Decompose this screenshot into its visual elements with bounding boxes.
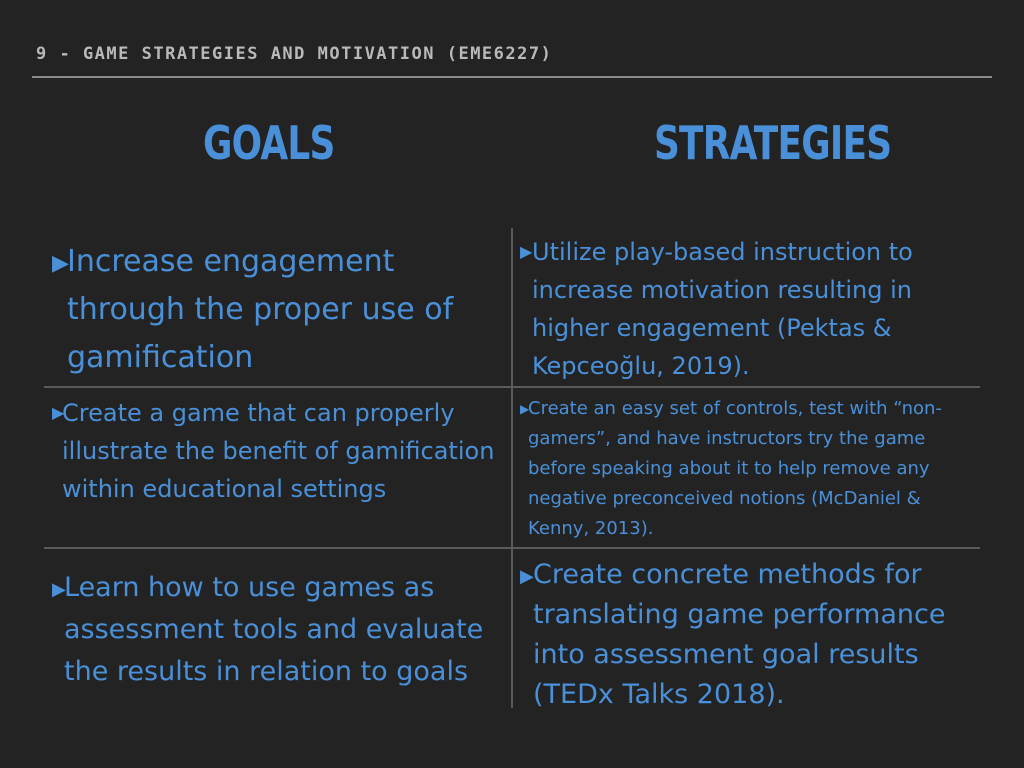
goal-cell-2 [52,394,502,508]
goal-text-1: Increase engagement through the proper use of gamification [67,244,454,375]
goals-column-title: GOALS [203,116,335,170]
slide-header: 9 - GAME STRATEGIES AND MOTIVATION (EME6227) [36,44,553,64]
strategy-cell-2 [520,394,970,544]
goal-text-2: Create a game that can properly illustrate the benefit of gamification within educational settings [62,399,495,503]
strategy-cell-3 [520,555,960,715]
row-divider-1 [44,386,980,388]
column-divider [511,228,513,708]
arrow-right-icon: ▶ [520,242,533,261]
strategies-column-title: STRATEGIES [654,116,892,170]
header-divider [32,76,992,78]
goal-text-3: Learn how to use games as assessment tools and evaluate the results in relation to goals [64,572,484,687]
strategy-text-1: Utilize play-based instruction to increase motivation resulting in higher engagement (Pektas & Kepceoğlu, 2019). [532,238,913,380]
arrow-right-icon: ▶ [52,403,65,422]
strategy-text-2: Create an easy set of controls, test with “non-gamers”, and have instructors try the game before speaking about it to help remove any negative preconceived notions (McDaniel & Kenny, 2013). [528,398,942,539]
goal-cell-1 [52,238,502,382]
strategy-cell-1 [520,233,960,385]
arrow-right-icon: ▶ [52,251,69,276]
row-divider-2 [44,547,980,549]
arrow-right-icon: ▶ [520,566,534,587]
strategy-text-3: Create concrete methods for translating game performance into assessment goal results (TEDx Talks 2018). [533,559,946,710]
arrow-right-icon: ▶ [520,402,530,416]
arrow-right-icon: ▶ [52,579,66,600]
goal-cell-3 [52,567,507,693]
